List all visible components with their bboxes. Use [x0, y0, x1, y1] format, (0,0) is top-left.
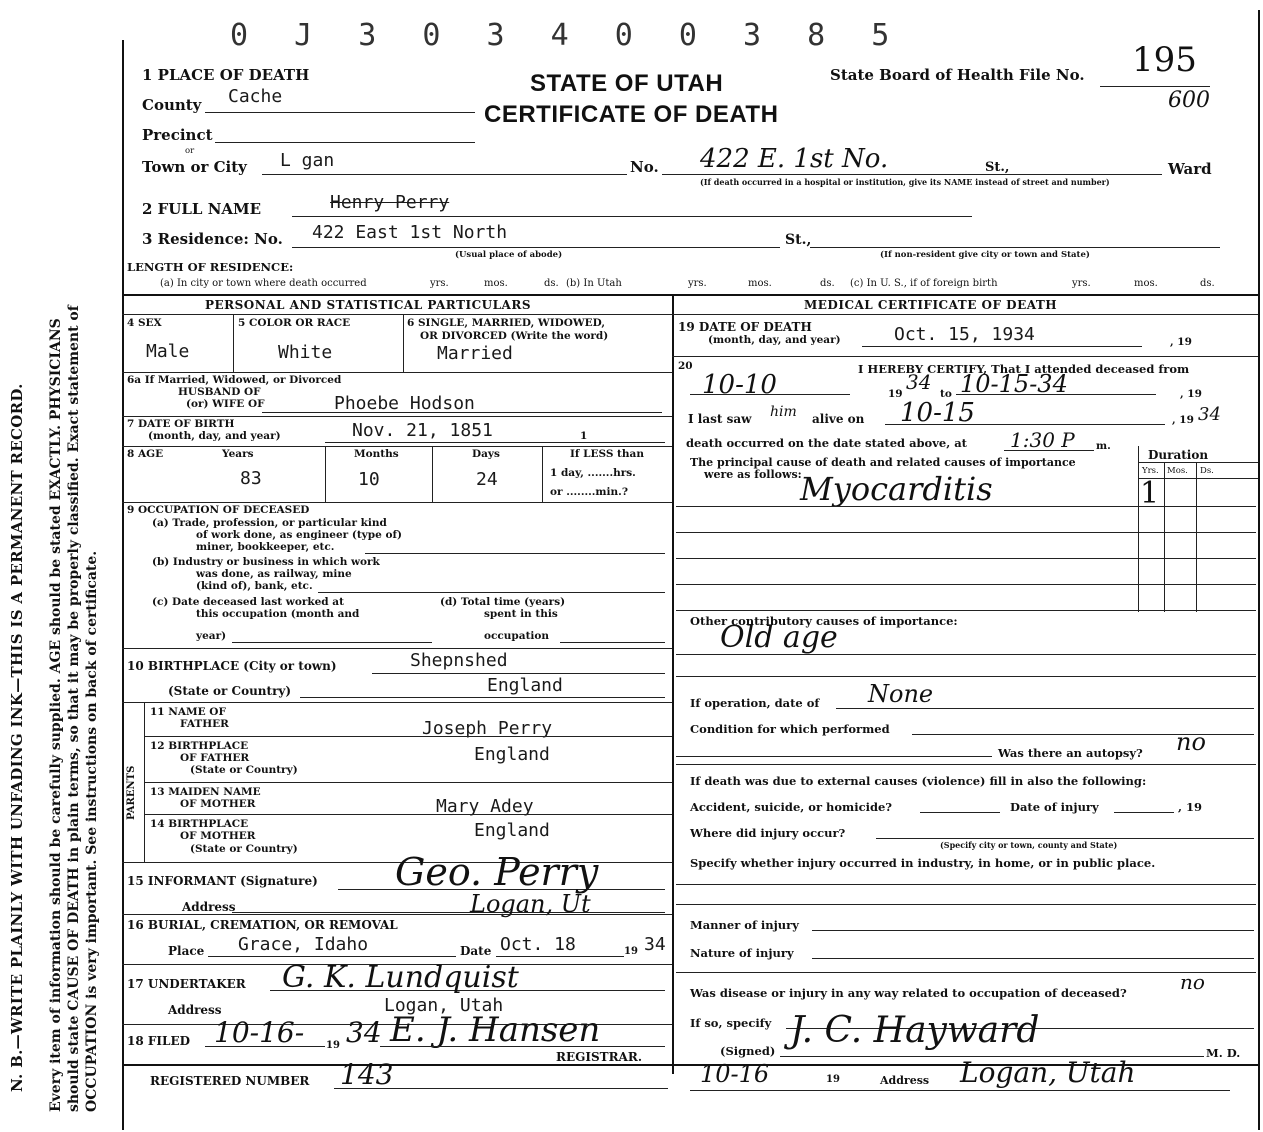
occupation-label: 9 OCCUPATION OF DECEASED: [127, 504, 310, 516]
dod-value: Oct. 15, 1934: [894, 324, 1035, 345]
sex-label: 4 SEX: [127, 317, 162, 329]
attended-to: 10-15-34: [960, 370, 1068, 398]
registered-number-label: REGISTERED NUMBER: [150, 1074, 310, 1088]
signed-19: 19: [826, 1074, 840, 1085]
attended-from: 10-10: [702, 370, 777, 400]
county-label: County: [142, 96, 202, 114]
place-of-death-label: 1 PLACE OF DEATH: [142, 66, 310, 84]
injury-date-label: Date of injury: [1010, 800, 1099, 814]
operation-label: If operation, date of: [690, 696, 820, 710]
father-value: Joseph Perry: [422, 718, 553, 739]
medical-header: MEDICAL CERTIFICATE OF DEATH: [804, 298, 1058, 312]
attended-19: 19: [888, 388, 903, 400]
attended-19b: , 19: [1180, 388, 1202, 400]
occ-b-1: (b) Industry or business in which work: [152, 556, 380, 568]
age-months: 10: [358, 469, 380, 490]
length-b-label: (b) In Utah: [566, 278, 622, 289]
certify-label: I HEREBY CERTIFY, That I attended deceased from: [858, 362, 1190, 376]
filed-label: 18 FILED: [127, 1034, 190, 1048]
days-label: Days: [472, 448, 500, 460]
last-saw-him: him: [770, 404, 797, 420]
parents-label: PARENTS: [126, 765, 137, 820]
spouse-label-1: 6a If Married, Widowed, or Divorced: [127, 374, 342, 386]
burial-year: 34: [644, 934, 666, 955]
last-saw-date: 10-15: [900, 398, 975, 428]
county-value: Cache: [228, 86, 283, 107]
certificate-title: CERTIFICATE OF DEATH: [484, 101, 779, 128]
length-of-residence-label: LENGTH OF RESIDENCE:: [127, 260, 294, 274]
registered-number: 143: [340, 1058, 394, 1091]
sidebar-line-4: OCCUPATION is very important. See instructions on back of certificate.: [84, 550, 100, 1112]
sex-value: Male: [146, 341, 190, 362]
length-c-ds: ds.: [1200, 278, 1215, 289]
length-a-label: (a) In city or town where death occurred: [160, 278, 367, 289]
informant-address-label: Address: [182, 900, 236, 914]
dod-label-2: (month, day, and year): [708, 334, 841, 346]
operation-value: None: [868, 680, 934, 708]
filed-19: 19: [326, 1040, 340, 1051]
to-label: to: [940, 388, 952, 400]
external-label: If death was due to external causes (violence) fill in also the following:: [690, 774, 1147, 788]
occ-c-3: year): [196, 630, 227, 642]
md-label: M. D.: [1206, 1046, 1241, 1060]
burial-place-label: Place: [168, 944, 205, 958]
birthplace-label: 10 BIRTHPLACE (City or town): [127, 659, 337, 673]
dob-value: Nov. 21, 1851: [352, 420, 493, 441]
informant-address: Logan, Ut: [470, 890, 591, 918]
spouse-value: Phoebe Hodson: [334, 393, 475, 414]
or-label: or: [185, 146, 195, 156]
occ-a-2: of work done, as engineer (type of): [196, 529, 402, 541]
residence-st-label: St.,: [785, 232, 812, 248]
duration-yrs-label: Yrs.: [1142, 466, 1159, 476]
occ-c-2: this occupation (month and: [196, 608, 360, 620]
occ-a-3: miner, bookkeeper, etc.: [196, 541, 335, 553]
full-name-value: Henry Perry: [330, 192, 450, 213]
physician-address: Logan, Utah: [960, 1056, 1136, 1089]
father-label-1: 11 NAME OF: [150, 706, 226, 718]
state-country-label: (State or Country): [168, 684, 292, 698]
burial-label: 16 BURIAL, CREMATION, OR REMOVAL: [127, 918, 398, 932]
street-value: 422 E. 1st No.: [700, 144, 889, 174]
autopsy-label: Was there an autopsy?: [998, 746, 1143, 760]
color-label: 5 COLOR OR RACE: [238, 317, 351, 329]
father-bp-label-2: OF FATHER: [180, 752, 250, 764]
nonres-note: (If non-resident give city or town and State): [880, 250, 1090, 260]
filed-date: 10-16-: [214, 1016, 305, 1049]
cause-label-2: were as follows:: [704, 468, 802, 481]
residence-label: 3 Residence: No.: [142, 230, 283, 248]
informant-label: 15 INFORMANT (Signature): [127, 874, 318, 888]
burial-date: Oct. 18: [500, 934, 576, 955]
spouse-label-2: HUSBAND OF: [178, 386, 261, 398]
spouse-label-3: (or) WIFE OF: [186, 398, 265, 410]
duration-label: Duration: [1148, 448, 1209, 462]
registrar-label: REGISTRAR.: [556, 1050, 643, 1064]
last-saw-label: I last saw: [688, 412, 752, 426]
dod-label-1: 19 DATE OF DEATH: [678, 320, 812, 334]
residence-value: 422 East 1st North: [312, 222, 508, 243]
physician-signature: J. C. Hayward: [790, 1010, 1040, 1051]
length-c-yrs: yrs.: [1072, 278, 1091, 289]
signed-date: 10-16: [700, 1060, 770, 1088]
nature-label: Nature of injury: [690, 946, 794, 960]
mother-bp-label-3: (State or Country): [190, 843, 298, 855]
marital-label-2: OR DIVORCED (Write the word): [420, 330, 609, 342]
father-bp-label-3: (State or Country): [190, 764, 298, 776]
death-stated-label: death occurred on the date stated above, at: [686, 436, 967, 450]
abode-note: (Usual place of abode): [455, 250, 563, 260]
specify-label: Specify whether injury occurred in industry, in home, or in public place.: [690, 856, 1156, 870]
burial-19: 19: [624, 946, 638, 957]
file-number: 195: [1132, 40, 1197, 80]
length-c-mos: mos.: [1134, 278, 1158, 289]
age-days: 24: [476, 469, 498, 490]
certify-number: 20: [678, 360, 693, 372]
occ-c-1: (c) Date deceased last worked at: [152, 596, 344, 608]
length-b-yrs: yrs.: [688, 278, 707, 289]
where-note: (Specify city or town, county and State): [940, 840, 1118, 850]
dob-label-1: 7 DATE OF BIRTH: [127, 418, 235, 430]
burial-date-label: Date: [460, 944, 492, 958]
months-label: Months: [354, 448, 399, 460]
disease-value: no: [1180, 970, 1205, 994]
informant-signature: Geo. Perry: [395, 850, 599, 894]
sidebar-line-1: N. B.—WRITE PLAINLY WITH UNFADING INK—THIS IS A PERMANENT RECORD.: [8, 383, 26, 1092]
where-label: Where did injury occur?: [690, 826, 846, 840]
undertaker-address: Logan, Utah: [384, 995, 504, 1016]
cause-duration: 1: [1140, 476, 1160, 511]
birthplace-city: Shepnshed: [410, 650, 508, 671]
death-time: 1:30 P: [1010, 428, 1075, 452]
m-label: m.: [1096, 440, 1111, 452]
last-saw-19: , 19: [1172, 414, 1194, 426]
less-label-3: or ........min.?: [550, 486, 628, 498]
age-label: 8 AGE: [127, 448, 164, 460]
serial-number: 0 J 3 0 3 4 0 0 3 8 5: [230, 18, 904, 53]
birthplace-country: England: [487, 675, 563, 696]
occ-b-2: was done, as railway, mine: [196, 568, 352, 580]
precinct-label: Precinct: [142, 126, 213, 144]
signed-label: (Signed): [720, 1044, 776, 1058]
father-bp-label-1: 12 BIRTHPLACE: [150, 740, 249, 752]
state-title: STATE OF UTAH: [530, 70, 724, 97]
filed-year: 34: [346, 1016, 382, 1049]
accident-label: Accident, suicide, or homicide?: [690, 800, 893, 814]
undertaker-label: 17 UNDERTAKER: [127, 977, 246, 991]
sidebar-line-2: Every item of information should be carefully supplied. AGE should be stated EXACTLY. PHYSICIANS: [48, 318, 64, 1112]
right-border: [1258, 10, 1260, 1130]
dob-mark: 1: [580, 430, 588, 442]
ifso-label: If so, specify: [690, 1016, 772, 1030]
marital-label-1: 6 SINGLE, MARRIED, WIDOWED,: [407, 317, 606, 329]
length-b-mos: mos.: [748, 278, 772, 289]
full-name-label: 2 FULL NAME: [142, 200, 262, 218]
ward-label: Ward: [1168, 160, 1212, 178]
file-label: State Board of Health File No.: [830, 66, 1085, 84]
registrar-signature: E. J. Hansen: [390, 1010, 601, 1050]
mother-birthplace: England: [474, 820, 550, 841]
occ-b-3: (kind of), bank, etc.: [196, 580, 313, 592]
duration-mos-label: Mos.: [1167, 466, 1188, 476]
mother-label-2: OF MOTHER: [180, 798, 256, 810]
center-divider: [672, 294, 674, 1074]
alive-on-label: alive on: [812, 412, 865, 426]
condition-label: Condition for which performed: [690, 722, 890, 736]
dob-label-2: (month, day, and year): [148, 430, 281, 442]
personal-header: PERSONAL AND STATISTICAL PARTICULARS: [205, 298, 532, 312]
mother-value: Mary Adey: [436, 796, 534, 817]
autopsy-value: no: [1176, 728, 1206, 756]
attended-year: 34: [906, 370, 932, 394]
father-birthplace: England: [474, 744, 550, 765]
cause-label-1: The principal cause of death and related causes of importance: [690, 456, 1076, 469]
physician-address-label: Address: [880, 1074, 930, 1087]
burial-place: Grace, Idaho: [238, 934, 369, 955]
occ-d-2: spent in this: [484, 608, 558, 620]
street-no-label: No.: [630, 158, 659, 176]
length-a-ds: ds.: [544, 278, 559, 289]
mother-bp-label-1: 14 BIRTHPLACE: [150, 818, 249, 830]
length-b-ds: ds.: [820, 278, 835, 289]
st-label: St.,: [985, 160, 1010, 175]
file-number-2: 600: [1168, 88, 1210, 113]
injury-19: , 19: [1178, 800, 1203, 814]
town-label: Town or City: [142, 158, 247, 176]
sidebar-line-3: should state CAUSE OF DEATH in plain terms, so that it may be properly classified. Exact statement of: [66, 305, 82, 1112]
occ-d-3: occupation: [484, 630, 550, 642]
marital-value: Married: [437, 343, 513, 364]
contrib-label: Other contributory causes of importance:: [690, 614, 958, 628]
manner-label: Manner of injury: [690, 918, 799, 932]
cause-value: Myocarditis: [800, 470, 993, 508]
father-label-2: FATHER: [180, 718, 229, 730]
length-c-label: (c) In U. S., if of foreign birth: [850, 278, 998, 289]
contrib-value: Old age: [720, 620, 838, 655]
age-years: 83: [240, 468, 262, 489]
undertaker-signature: G. K. Lundquist: [282, 960, 519, 995]
left-border: [122, 40, 124, 1130]
disease-label: Was disease or injury in any way related to occupation of deceased?: [690, 986, 1127, 1000]
occ-a-1: (a) Trade, profession, or particular kind: [152, 517, 387, 529]
mother-label-1: 13 MAIDEN NAME: [150, 786, 261, 798]
mother-bp-label-2: OF MOTHER: [180, 830, 256, 842]
duration-ds-label: Ds.: [1200, 466, 1214, 476]
last-saw-year: 34: [1198, 404, 1221, 425]
undertaker-address-label: Address: [168, 1003, 222, 1017]
town-value: L gan: [280, 150, 335, 171]
dod-19: , 19: [1170, 336, 1192, 348]
hospital-note: (If death occurred in a hospital or institution, give its NAME instead of street and number): [700, 177, 1110, 187]
length-a-mos: mos.: [484, 278, 508, 289]
length-a-yrs: yrs.: [430, 278, 449, 289]
color-value: White: [278, 342, 333, 363]
less-label-1: If LESS than: [570, 448, 644, 460]
less-label-2: 1 day, .......hrs.: [550, 467, 636, 479]
occ-d-1: (d) Total time (years): [440, 596, 566, 608]
years-label: Years: [222, 448, 254, 460]
